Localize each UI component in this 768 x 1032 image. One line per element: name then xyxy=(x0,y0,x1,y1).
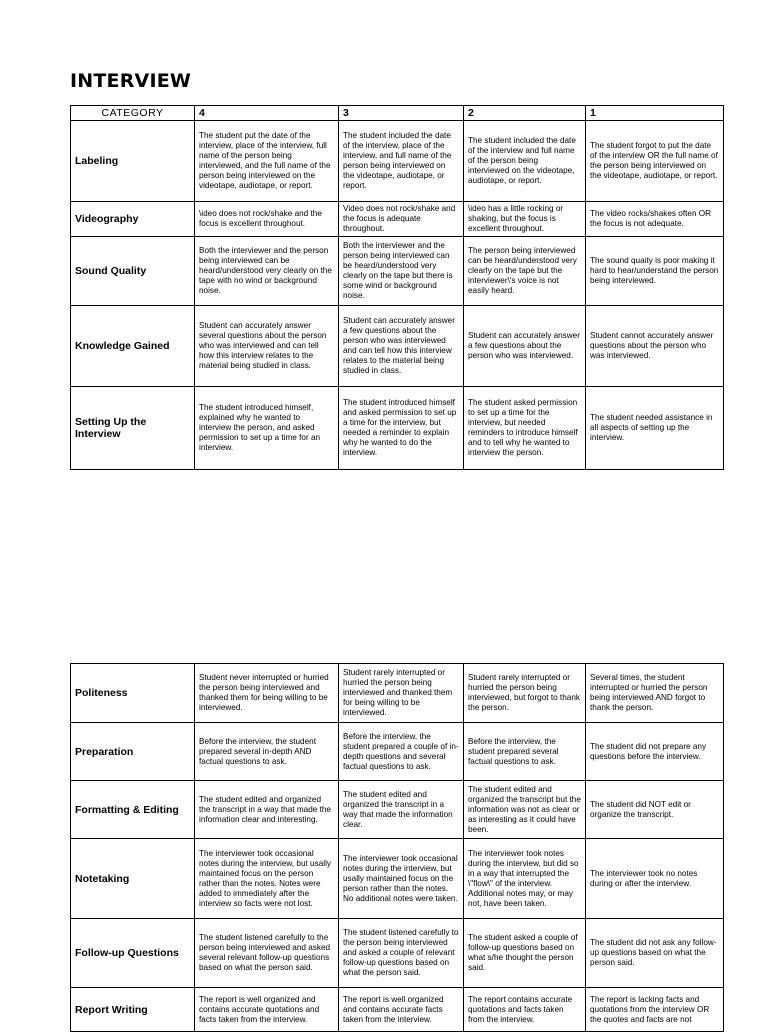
category-cell: Knowledge Gained xyxy=(71,306,195,387)
header-score-2: 2 xyxy=(464,106,586,121)
table-row xyxy=(71,121,724,202)
score-1-cell: Student cannot accurately answer questions about the person who was interviewed. xyxy=(586,306,724,387)
score-4-cell: Before the interview, the student prepared several in-depth AND factual questions to ask. xyxy=(195,723,339,781)
score-4-cell: The student introduced himself, explained why he wanted to interview the person, and asked permission to set up a time for an interview. xyxy=(195,387,339,470)
category-cell: Sound Quality xyxy=(71,237,195,306)
score-4-cell: \ideo does not rock/shake and the focus is excellent throughout. xyxy=(195,202,339,237)
category-cell: Labeling xyxy=(71,121,195,202)
score-1-cell: The student needed assistance in all aspects of setting up the interview. xyxy=(586,387,724,470)
score-1-cell: The student did not prepare any questions before the interview. xyxy=(586,723,724,781)
score-3-cell: The student included the date of the interview, place of the interview, and full name of the person being interviewed on the videotape, audiotape, or report. xyxy=(339,121,464,202)
score-1-cell: The video rocks/shakes often OR the focus is not adequate. xyxy=(586,202,724,237)
score-3-cell: The student introduced himself and asked permission to set up a time for the interview, but needed a reminder to explain why he wanted to do the interview. xyxy=(339,387,464,470)
table-row xyxy=(71,988,724,1032)
table-row xyxy=(71,202,724,237)
category-cell: Preparation xyxy=(71,723,195,781)
table-row xyxy=(71,306,724,387)
score-2-cell: The student included the date of the interview and full name of the person being interviewed on the videotape, audiotape, or report. xyxy=(464,121,586,202)
score-3-cell: Video does not rock/shake and the focus is adequate throughout. xyxy=(339,202,464,237)
score-4-cell: The report is well organized and contains accurate quotations and facts taken from the interview. xyxy=(195,988,339,1032)
header-score-4: 4 xyxy=(195,106,339,121)
score-1-cell: The student forgot to put the date of the interview OR the full name of the person being interviewed on the videotape, audiotape, or report. xyxy=(586,121,724,202)
score-2-cell: The student asked permission to set up a time for the interview, but needed reminders to introduce himself and to tell why he wanted to interview the person. xyxy=(464,387,586,470)
category-cell: Formatting & Editing xyxy=(71,781,195,839)
header-score-3: 3 xyxy=(339,106,464,121)
score-4-cell: The interviewer took occasional notes during the interview, but usally maintained focus on the person rather than the notes. Notes were added to immediately after the interview so facts were not lost. xyxy=(195,839,339,919)
score-4-cell: Student never interrupted or hurried the person being interviewed and thanked them for being willing to be interviewed. xyxy=(195,664,339,723)
score-3-cell: The student listened carefully to the person being interviewed and asked a couple of relevant follow-up questions based on what the person said. xyxy=(339,919,464,988)
rubric-table-2 xyxy=(70,663,724,1032)
category-cell: Politeness xyxy=(71,664,195,723)
score-4-cell: Student can accurately answer several questions about the person who was interviewed and can tell how this interview relates to the material being studied in class. xyxy=(195,306,339,387)
score-4-cell: The student edited and organized the transcript in a way that made the information clear and interesting. xyxy=(195,781,339,839)
score-2-cell: The interviewer took notes during the interview, but did so in a way that interrupted the \"flow\" of the interview. Additional notes may, or may not, have been taken. xyxy=(464,839,586,919)
score-3-cell: Both the interviewer and the person being interviewed can be heard/understood very clearly on the tape but there is some wind or background noise. xyxy=(339,237,464,306)
score-4-cell: The student put the date of the interview, place of the interview, full name of the person being interviewed, and the full name of the person being interviewed on the videotape, audiotape, or report. xyxy=(195,121,339,202)
score-3-cell: The student edited and organized the transcript in a way that made the information clear. xyxy=(339,781,464,839)
table-row xyxy=(71,237,724,306)
score-4-cell: The student listened carefully to the person being interviewed and asked several relevant follow-up questions based on what the person said. xyxy=(195,919,339,988)
score-1-cell: The student did not ask any follow-up questions based on what the person said. xyxy=(586,919,724,988)
category-cell: Videography xyxy=(71,202,195,237)
score-3-cell: Student can accurately answer a few questions about the person who was interviewed and can tell how this interview relates to the material being studied in class. xyxy=(339,306,464,387)
table-row xyxy=(71,723,724,781)
category-cell: Report Writing xyxy=(71,988,195,1032)
score-2-cell: Student can accurately answer a few questions about the person who was interviewed. xyxy=(464,306,586,387)
score-2-cell: \ideo has a little rocking or shaking, but the focus is excellent throughout. xyxy=(464,202,586,237)
rubric-table-1 xyxy=(70,105,724,470)
page-title: INTERVIEW xyxy=(70,70,192,92)
score-3-cell: The report is well organized and contains accurate facts taken from the interview. xyxy=(339,988,464,1032)
header-row xyxy=(71,106,724,121)
score-1-cell: The student did NOT edit or organize the transcript. xyxy=(586,781,724,839)
score-1-cell: The report is lacking facts and quotations from the interview OR the quotes and facts are not xyxy=(586,988,724,1032)
score-3-cell: Student rarely interrupted or hurried the person being interviewed and thanked them for being willing to be interviewed. xyxy=(339,664,464,723)
score-3-cell: Before the interview, the student prepared a couple of in-depth questions and several factual questions to ask. xyxy=(339,723,464,781)
category-cell: Follow-up Questions xyxy=(71,919,195,988)
table-row xyxy=(71,919,724,988)
score-2-cell: Before the interview, the student prepared several factual questions to ask. xyxy=(464,723,586,781)
table-row xyxy=(71,387,724,470)
score-4-cell: Both the interviewer and the person being interviewed can be heard/understood very clearly on the tape with no wind or background noise. xyxy=(195,237,339,306)
score-2-cell: Student rarely interrupted or hurried the person being interviewed, but forgot to thank the person. xyxy=(464,664,586,723)
score-2-cell: The person being interviewed can be heard/understood very clearly on the tape but the interviewer\'s voice is not easily heard. xyxy=(464,237,586,306)
category-cell: Notetaking xyxy=(71,839,195,919)
score-3-cell: The interviewer took occasional notes during the interview, but usally maintained focus on the person rather than the notes. No additional notes were taken. xyxy=(339,839,464,919)
score-2-cell: The student edited and organized the transcript but the information was not as clear or as interesting as it could have been. xyxy=(464,781,586,839)
score-2-cell: The student asked a couple of follow-up questions based on what s/he thought the person said. xyxy=(464,919,586,988)
score-1-cell: The interviewer took no notes during or after the interview. xyxy=(586,839,724,919)
table-row xyxy=(71,781,724,839)
score-1-cell: The sound quaity is poor making it hard to hear/understand the person being interviewed. xyxy=(586,237,724,306)
header-score-1: 1 xyxy=(586,106,724,121)
score-2-cell: The report contains accurate quotations and facts taken from the interview. xyxy=(464,988,586,1032)
score-1-cell: Several times, the student interrupted or hurried the person being interviewed AND forgot to thank the person. xyxy=(586,664,724,723)
category-cell: Setting Up the Interview xyxy=(71,387,195,470)
header-category: CATEGORY xyxy=(71,106,195,121)
table-row xyxy=(71,664,724,723)
table-row xyxy=(71,839,724,919)
